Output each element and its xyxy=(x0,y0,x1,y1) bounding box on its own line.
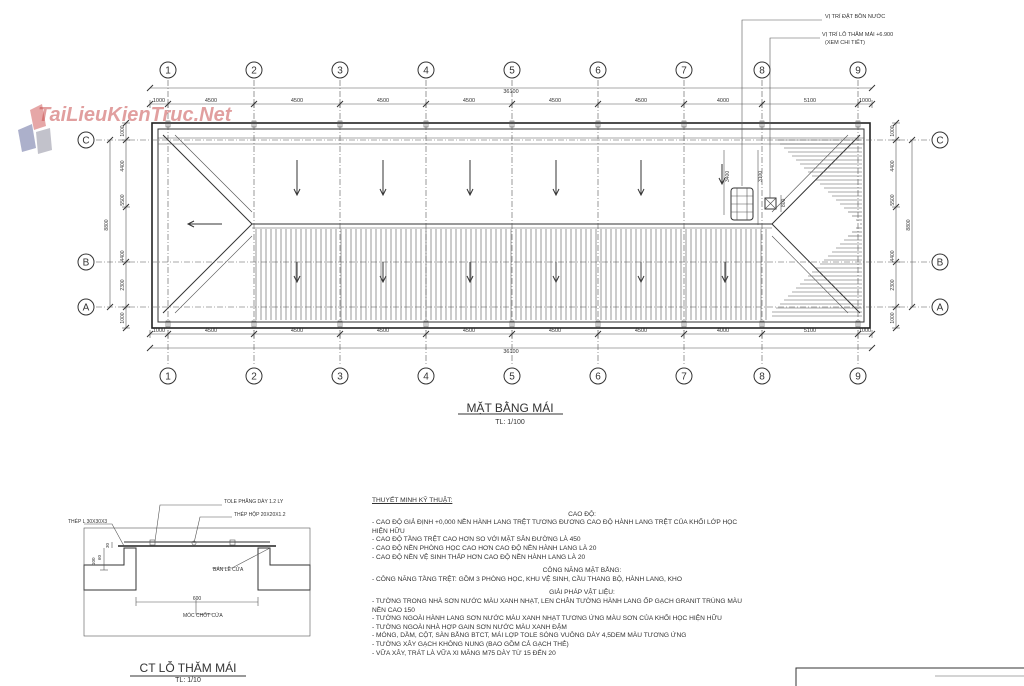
axis-label-4: 4 xyxy=(423,65,429,77)
axis-label-2: 2 xyxy=(251,371,257,383)
detail-dim-30: 30 xyxy=(105,542,110,548)
detail-dim-100: 100 xyxy=(91,557,96,565)
roof-hatch xyxy=(765,198,776,209)
axis-label-4: 4 xyxy=(423,371,429,383)
notes-heading-materials: GIẢI PHÁP VẬT LIỆU: xyxy=(549,589,615,597)
dim-top-5: 4500 xyxy=(548,98,562,104)
axis-label-9: 9 xyxy=(855,371,861,383)
dim-top-7: 4000 xyxy=(716,98,730,104)
axis-label-7: 7 xyxy=(681,371,687,383)
dim-top-0: 1000 xyxy=(152,328,166,334)
axis-label-3: 3 xyxy=(337,371,343,383)
detail-label-latch: MÓC CHỐT CỬA xyxy=(183,613,223,619)
detail-title: CT LỖ THĂM MÁI xyxy=(139,661,237,675)
tank-note: VỊ TRÍ ĐẶT BỒN NƯỚC xyxy=(825,14,886,20)
dim-side-2: 5500 xyxy=(890,194,896,206)
water-tank xyxy=(731,188,753,220)
hatch-note-sub: (XEM CHI TIẾT) xyxy=(825,40,865,46)
dim-top-6: 4500 xyxy=(634,98,648,104)
detail-label-box-steel: THÉP HỘP 20X20X1.2 xyxy=(234,512,286,518)
notes-line: NỀN CAO 150 xyxy=(372,606,415,614)
dim-top-3: 4500 xyxy=(376,328,390,334)
dim-side-5: 2300 xyxy=(120,279,126,291)
detail-scale: TL: 1/10 xyxy=(175,677,201,684)
dim-top-9: 1000 xyxy=(858,98,872,104)
notes-heading-elevation: CAO ĐỘ: xyxy=(568,510,596,518)
dim-top-7: 4000 xyxy=(716,328,730,334)
total-dim-bottom: 36100 xyxy=(503,349,519,355)
dim-side-6: 1000 xyxy=(120,312,126,324)
axis-label-B: B xyxy=(82,257,90,269)
axis-label-9: 9 xyxy=(855,65,861,77)
axis-label-6: 6 xyxy=(595,371,601,383)
dim-top-4: 4500 xyxy=(462,98,476,104)
notes-line: - CAO ĐỘ NỀN VỆ SINH THẤP HƠN CAO ĐỘ NỀN HÀNH LANG LÀ 20 xyxy=(372,553,586,561)
title-block-corner xyxy=(796,668,1024,686)
notes-line: - CAO ĐỘ NỀN PHÒNG HỌC CAO HƠN CAO ĐỘ NỀN HÀNH LANG LÀ 20 xyxy=(372,544,597,552)
plan-title: MẶT BẰNG MÁI xyxy=(466,401,554,415)
dim-top-3: 4500 xyxy=(376,98,390,104)
dim-side-1: 4400 xyxy=(120,160,126,172)
axis-label-7: 7 xyxy=(681,65,687,77)
notes-line: - TƯỜNG XÂY GẠCH KHÔNG NUNG (BAO GỒM CẢ GẠCH THẺ) xyxy=(372,640,569,648)
axis-label-5: 5 xyxy=(509,65,515,77)
notes-line: - TƯỜNG NGOÀI NHÀ HỢP GAIN SƠN NƯỚC MÀU XANH ĐẬM xyxy=(372,623,567,631)
axis-label-A: A xyxy=(936,302,944,314)
axis-label-C: C xyxy=(936,135,944,147)
dim-top-0: 1000 xyxy=(152,98,166,104)
dim-3400: 3400 xyxy=(725,170,731,182)
hatch-note: VỊ TRÍ LỖ THĂM MÁI +6.900 xyxy=(822,32,894,38)
axis-label-B: B xyxy=(936,257,944,269)
notes-line: - VỮA XÂY, TRÁT LÀ VỮA XI MĂNG M75 DÀY TỪ 15 ĐẾN 20 xyxy=(372,649,556,657)
notes-line: HIỆN HỮU xyxy=(372,527,405,535)
dim-side-0: 1000 xyxy=(890,125,896,137)
dim-top-1: 4500 xyxy=(204,328,218,334)
axis-label-3: 3 xyxy=(337,65,343,77)
dim-top-5: 4500 xyxy=(548,328,562,334)
dim-top-8: 5100 xyxy=(803,98,817,104)
axis-label-6: 6 xyxy=(595,65,601,77)
notes-line: - TƯỜNG TRONG NHÀ SƠN NƯỚC MÀU XANH NHẠT, LEN CHÂN TƯỜNG HÀNH LANG ỐP GẠCH GRANIT TRÙNG MÀU xyxy=(372,597,742,605)
axis-label-1: 1 xyxy=(165,65,171,77)
dim-3100: 3100 xyxy=(758,170,764,182)
axis-label-1: 1 xyxy=(165,371,171,383)
dim-top-6: 4500 xyxy=(634,328,648,334)
hip-line-right xyxy=(772,135,860,313)
notes-line: - CAO ĐỘ TẦNG TRỆT CAO HƠN SO VỚI MẶT SÂN ĐƯỜNG LÀ 450 xyxy=(372,536,581,544)
axis-label-8: 8 xyxy=(759,65,765,77)
notes-line: - CAO ĐỘ GIẢ ĐỊNH +0,000 NỀN HÀNH LANG TRỆT TƯƠNG ĐƯƠNG CAO ĐỘ HÀNH LANG TRỆT CỦA KHỐI LỚP HỌC xyxy=(372,519,738,527)
dim-top-2: 4500 xyxy=(290,98,304,104)
total-dim-top: 36100 xyxy=(503,89,519,95)
notes-line: - MÓNG, DẦM, CỘT, SÀN BẰNG BTCT, MÁI LỢP TOLE SÓNG VUÔNG DÀY 4,5DEM MÀU TƯƠNG ỨNG xyxy=(372,632,687,640)
dim-side-total: 8800 xyxy=(104,219,110,231)
axis-label-5: 5 xyxy=(509,371,515,383)
hatch-leader-line xyxy=(770,38,820,198)
dim-side-0: 1000 xyxy=(120,125,126,137)
notes-heading-function: CÔNG NĂNG MẶT BẰNG: xyxy=(542,567,622,575)
slope-arrows xyxy=(188,160,728,282)
notes-line: - TƯỜNG NGOÀI HÀNH LANG SƠN NƯỚC MÀU XANH NHẠT TƯƠNG ỨNG MÀU SƠN CỦA KHỐI HỌC HIỆN HỮU xyxy=(372,615,722,623)
dim-top-9: 1000 xyxy=(858,328,872,334)
plan-scale: TL: 1/100 xyxy=(495,419,525,426)
dim-side-4: 4400 xyxy=(120,250,126,262)
dim-side-2: 5500 xyxy=(120,194,126,206)
dim-top-8: 5100 xyxy=(803,328,817,334)
detail-label-tole: TOLE PHẲNG DÀY 1.2 LY xyxy=(224,499,284,505)
technical-notes xyxy=(372,497,792,658)
axis-label-C: C xyxy=(82,135,90,147)
dim-side-4: 4400 xyxy=(890,250,896,262)
axis-label-2: 2 xyxy=(251,65,257,77)
notes-line: - CÔNG NĂNG TẦNG TRỆT: GỒM 3 PHÒNG HỌC, KHU VỆ SINH, CẦU THANG BỘ, HÀNH LANG, KHO xyxy=(372,575,682,583)
dim-top-2: 4500 xyxy=(290,328,304,334)
axis-label-8: 8 xyxy=(759,371,765,383)
dim-side-5: 2300 xyxy=(890,279,896,291)
detail-dim-60: 60 xyxy=(97,554,102,560)
dim-side-1: 4400 xyxy=(890,160,896,172)
axis-label-A: A xyxy=(82,302,90,314)
dim-top-1: 4500 xyxy=(204,98,218,104)
watermark-text: TaiLieuKienTruc.Net xyxy=(38,104,232,126)
dim-side-total: 8800 xyxy=(906,219,912,231)
dim-800: 800 xyxy=(781,198,787,207)
detail-dim-600: 600 xyxy=(192,596,202,602)
detail-label-angle-steel: THÉP L 30X30X3 xyxy=(68,519,108,525)
detail-label-hinge: BẢN LỀ CỬA xyxy=(213,567,244,573)
dim-top-4: 4500 xyxy=(462,328,476,334)
notes-title: THUYẾT MINH KỸ THUẬT: xyxy=(372,497,453,504)
dim-side-6: 1000 xyxy=(890,312,896,324)
